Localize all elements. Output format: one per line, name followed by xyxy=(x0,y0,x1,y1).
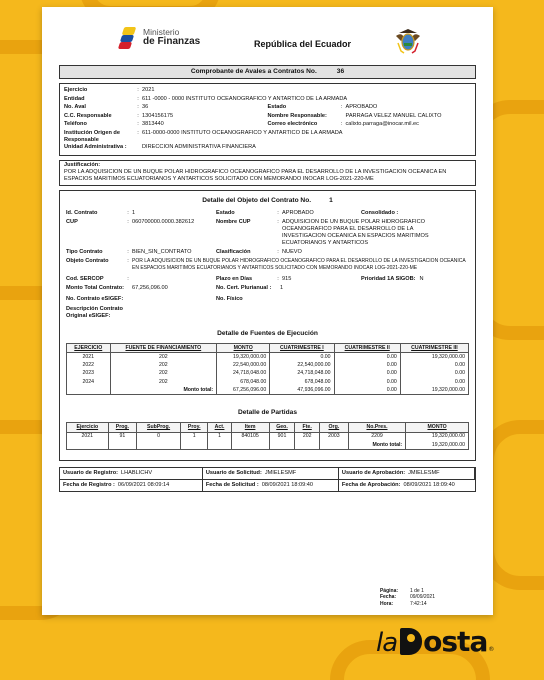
usuario-solicitud-value: JMIELESMF xyxy=(264,469,297,476)
field-label: Página: xyxy=(379,587,399,594)
field-label: Objeto Contrato xyxy=(66,258,109,265)
column-header: CUATRIMESTRE I xyxy=(270,343,334,353)
table-cell: 901 xyxy=(269,432,295,441)
cup-value: 060700000.0000.382612 xyxy=(132,219,195,226)
table-row xyxy=(67,378,469,386)
field-label: Tipo Contrato xyxy=(66,249,103,256)
fecha-value: 09/09/2021 xyxy=(409,594,435,600)
detalle-contrato-section: Detalle del Objeto del Contrato No. 1 Id. Contrato : 1 Estado : APROBADO Consolidado : CUP : 060700000.0000.382612 Nombre CUP : ADQUISICION DE UN BUQUE POLAR HIDROGRAFICO OCEANOGRAFICO PARA EL DESARROLLO DE LA INVESTIGACION OCEANICA EN ESPACIOS MARITIMOS ECUATORIANOS Y ANTARTICOS Tipo Contrato : BIEN_SIN_CONTRATO Clasificación : NUEVO Objeto Contrato : POR LA ADQUISICION DE UN BUQUE POLAR HIDROGRAFICO OCEANOGRAFICO PARA EL DESARROLLO DE LA INVESTIGACION OCEANICA EN ESPACIOS MARITIMOS ECUATORIANOS Y ANTARTICOS SOLICITADO CON MEMORANDO INOCAR LOG-2021-220-ME Cod. SERCOP : Plazo en Días : 915 Prioridad 1A SIGOB: N Monto Total Contrato: 67,256,096.00 No. Cert. Plurianual : 1 No. Contrato eSIGEF: No. Físico Descripción Contrato Original eSIGEF: Detalle de Fuentes de Ejecución EJERCICIO FUENTE DE FINANCIAMIENTO MONTO CUATRIMESTRE I CUATRIMESTRE II CUATRIMESTRE III 2021 202 19,320,000.00 0.00 0.00 19,320,000.00 2022 202 22,540,000.00 22,540,000.00 0.00 0.00 2023 202 24,718,048.00 24,718,048.00 0.00 0.00 2024 202 678,048.00 678,048.00 0.00 0.00 Monto total: 67,256,096.00 47,936,096.00 0.00 19,320,000.00 Detalle de Partidas Ejercicio Prog. SubProg. Proy. Act. Item Geo. Fte. Org. No.Pres. MONTO 2021 91 0 1 1 840105 901 202 2003 2209 19,320,000.00 Monto total: 19,320,000.00 xyxy=(59,190,476,461)
table-cell: 2021 xyxy=(67,432,109,441)
partidas-title: Detalle de Partidas xyxy=(237,408,297,416)
field-label: Teléfono xyxy=(64,121,87,128)
brand-registered: ® xyxy=(488,646,495,653)
total-cell: 19,320,000.00 xyxy=(400,386,468,395)
ministry-logo-icon xyxy=(117,27,139,49)
total-cell: 19,320,000.00 xyxy=(406,441,469,450)
column-header: MONTO xyxy=(217,343,270,353)
table-cell: 0.00 xyxy=(400,362,468,370)
detalle-title: Detalle del Objeto del Contrato No. 1 xyxy=(202,197,333,205)
field-label: Fecha de Solicitud : xyxy=(205,481,259,488)
table-row xyxy=(67,353,469,362)
table-cell: 19,320,000.00 xyxy=(400,353,468,362)
field-label: No. Cert. Plurianual : xyxy=(216,284,272,291)
total-row xyxy=(67,386,469,395)
laposta-logo xyxy=(376,624,494,658)
comprobante-number: 36 xyxy=(336,68,345,75)
field-label: Correo electrónico xyxy=(267,121,318,128)
table-cell: 678,048.00 xyxy=(217,378,270,386)
comprobante-title: Comprobante de Avales a Contratos No. xyxy=(190,68,317,75)
fecha-solicitud-value: 08/09/2021 18:09:40 xyxy=(261,481,314,488)
prioridad-value: N xyxy=(419,275,424,282)
field-label: No. Físico xyxy=(216,295,243,302)
field-label: Descripción Contrato Original eSIGEF: xyxy=(66,305,123,319)
field-label: Unidad Administrativa : xyxy=(64,143,127,150)
table-cell: 0.00 xyxy=(334,378,400,386)
correo-value: calixto.parraga@inocar.mil.ec xyxy=(345,121,419,128)
table-cell: 0.00 xyxy=(334,362,400,370)
table-cell: 840105 xyxy=(231,432,269,441)
clasificacion-value: NUEVO xyxy=(282,249,302,256)
field-label: No. Aval xyxy=(64,104,86,111)
detalle-estado-value: APROBADO xyxy=(282,210,314,217)
usuario-aprobacion-value: JMIELESMF xyxy=(408,469,440,476)
page-footer xyxy=(380,588,435,608)
justificacion-label: Justificación: xyxy=(64,162,101,169)
table-row xyxy=(67,432,469,441)
telefono-value: 3813440 xyxy=(142,121,164,128)
column-header: Act. xyxy=(208,423,231,433)
column-header: Fte. xyxy=(295,423,319,433)
field-label: Fecha de Aprobación: xyxy=(341,481,401,488)
field-label: Monto Total Contrato: xyxy=(66,284,124,291)
column-header: CUATRIMESTRE II xyxy=(334,343,400,353)
objeto-contrato-value: POR LA ADQUISICION DE UN BUQUE POLAR HIDROGRAFICO OCEANOGRAFICO PARA EL DESARROLLO DE LA INVESTIGACION OCEANICA EN ESPACIOS MARITIMOS ECUATORIANOS Y ANTARTICOS SOLICITADO CON MEMORANDO INOCAR LOG-2021-220-ME xyxy=(132,258,466,271)
field-label: Estado xyxy=(267,104,287,111)
column-header: Org. xyxy=(319,423,348,433)
fecha-aprobacion-value: 08/09/2021 18:09:40 xyxy=(403,481,455,488)
column-header: EJERCICIO xyxy=(67,343,111,353)
table-cell: 2024 xyxy=(67,378,111,386)
document-header xyxy=(59,15,476,61)
column-header: Geo. xyxy=(269,423,295,433)
ministry-line1: Ministerio xyxy=(143,27,180,38)
column-header: Ejercicio xyxy=(67,423,109,433)
tipo-contrato-value: BIEN_SIN_CONTRATO xyxy=(132,249,192,256)
table-cell: 1 xyxy=(208,432,231,441)
id-contrato-value: 1 xyxy=(132,210,136,217)
column-header: No.Pres. xyxy=(348,423,405,433)
plazo-value: 915 xyxy=(282,275,292,282)
justificacion-section xyxy=(59,160,476,186)
table-cell: 24,718,048.00 xyxy=(217,370,270,378)
column-header: CUATRIMESTRE III xyxy=(400,343,468,353)
unidad-value: DIRECCION ADMINISTRATIVA FINANCIERA xyxy=(142,143,256,150)
field-label: Usuario de Aprobación: xyxy=(341,469,406,476)
total-cell: 67,256,096.00 xyxy=(217,386,270,395)
field-label: Nombre CUP xyxy=(216,219,251,226)
column-header: Prog. xyxy=(108,423,137,433)
table-cell: 2023 xyxy=(67,370,111,378)
field-label: CUP xyxy=(66,219,78,226)
column-header: MONTO xyxy=(406,423,469,433)
table-cell: 2022 xyxy=(67,362,111,370)
table-cell: 0.00 xyxy=(270,353,334,362)
estado-value: APROBADO xyxy=(345,104,378,111)
field-label: Hora: xyxy=(379,600,394,607)
field-label: Cod. SERCOP xyxy=(66,275,104,282)
cc-value: 1304156175 xyxy=(142,112,174,119)
table-cell: 202 xyxy=(110,370,217,378)
table-cell: 202 xyxy=(110,378,217,386)
table-cell: 22,540,000.00 xyxy=(217,362,270,370)
ministry-logo xyxy=(117,27,200,49)
brand-p-icon xyxy=(400,628,422,655)
brand-osta: osta xyxy=(423,625,488,658)
entidad-value: 611 -0000 - 0000 INSTITUTO OCEANOGRAFICO Y ANTARTICO DE LA ARMADA xyxy=(142,95,348,102)
table-cell: 202 xyxy=(110,362,217,370)
ejercicio-value: 2021 xyxy=(142,87,155,94)
field-label: Clasificación xyxy=(216,249,251,256)
origen-value: 611-0000-0000 INSTITUTO OCEANOGRAFICO Y ANTARTICO DE LA ARMADA xyxy=(142,129,343,136)
brand-la: la xyxy=(376,628,398,658)
field-label: Plazo en Días xyxy=(216,275,253,282)
nombre-responsable-value: PARRAGA VELEZ MANUEL CALIXTO xyxy=(345,112,442,119)
coat-of-arms-icon xyxy=(395,27,421,55)
field-label: Usuario de Registro: xyxy=(63,469,119,476)
table-cell: 2021 xyxy=(67,353,111,362)
field-label: Fecha de Registro : xyxy=(63,481,115,488)
monto-total-value: 67,256,096.00 xyxy=(132,284,168,291)
table-cell: 24,718,048.00 xyxy=(270,370,334,378)
total-label: Monto total: xyxy=(110,386,217,395)
table-cell: 2209 xyxy=(348,432,405,441)
column-header: Proy. xyxy=(180,423,207,433)
pagina-value: 1 de 1 xyxy=(409,587,424,594)
table-cell: 678,048.00 xyxy=(270,378,334,386)
general-info-section: Ejercicio : 2021 Entidad : 611 -0000 - 0000 INSTITUTO OCEANOGRAFICO Y ANTARTICO DE LA ARMADA No. Aval : 36 Estado : APROBADO C.C. Responsable : 1304156175 Nombre Responsable: PARRAGA VELEZ MANUEL CALIXTO Teléfono : 3813440 Correo electrónico : calixto.parraga@inocar.mil.ec Institución Origen de Responsable : 611-0000-0000 INSTITUTO OCEANOGRAFICO Y ANTARTICO DE LA ARMADA Unidad Administrativa : DIRECCION ADMINISTRATIVA FINANCIERA xyxy=(59,83,476,156)
field-label: Usuario de Solicitud: xyxy=(205,469,262,476)
table-cell: 0 xyxy=(137,432,181,441)
table-cell: 202 xyxy=(295,432,319,441)
table-cell: 91 xyxy=(108,432,137,441)
detalle-number: 1 xyxy=(329,197,333,205)
field-label: Institución Origen de Responsable xyxy=(64,129,120,143)
table-row xyxy=(67,362,469,370)
nombre-cup-value: ADQUISICION DE UN BUQUE POLAR HIDROGRAFICO OCEANOGRAFICO PARA EL DESARROLLO DE LA INVESTIGACION OCEANICA EN ESPACIOS MARITIMOS ECUATORIANOS Y ANTARTICOS xyxy=(282,219,429,247)
field-label: Entidad xyxy=(64,95,85,102)
field-label: Id. Contrato xyxy=(66,210,98,217)
document-page xyxy=(42,7,493,615)
table-cell: 2003 xyxy=(319,432,348,441)
field-label: Nombre Responsable: xyxy=(267,112,327,119)
field-label: No. Contrato eSIGEF: xyxy=(66,295,124,302)
table-cell: 0.00 xyxy=(334,370,400,378)
table-cell: 1 xyxy=(180,432,207,441)
republic-title: República del Ecuador xyxy=(254,39,352,49)
table-cell: 19,320,000.00 xyxy=(406,432,469,441)
total-cell: 0.00 xyxy=(334,386,400,395)
total-row xyxy=(67,441,469,450)
table-cell: 0.00 xyxy=(400,370,468,378)
table-cell: 0.00 xyxy=(334,353,400,362)
table-cell: 0.00 xyxy=(400,378,468,386)
fuentes-table xyxy=(66,343,469,395)
no-aval-value: 36 xyxy=(142,104,149,111)
fecha-registro-value: 06/09/2021 08:09:14 xyxy=(117,481,170,488)
field-label: C.C. Responsable xyxy=(64,112,112,119)
fuentes-title: Detalle de Fuentes de Ejecución xyxy=(217,329,318,337)
users-section xyxy=(59,467,476,492)
column-header: FUENTE DE FINANCIAMIENTO xyxy=(110,343,217,353)
field-label: Fecha: xyxy=(379,594,397,600)
column-header: Item xyxy=(231,423,269,433)
field-label: Estado xyxy=(216,210,235,217)
table-row xyxy=(67,370,469,378)
comprobante-banner xyxy=(59,65,476,79)
ministry-line2: de Finanzas xyxy=(143,36,201,48)
hora-value: 7:42:14 xyxy=(409,600,427,607)
partidas-table xyxy=(66,422,469,450)
justificacion-text: POR LA ADQUISICION DE UN BUQUE POLAR HIDROGRAFICO OCEANOGRAFICO PARA EL DESARROLLO DE LA INVESTIGACION OCEANICA EN ESPACIOS MARITIMOS ECUATORIANOS Y ANTARTICOS SOLICITADO CON MEMORANDO INOCAR LOG-2021-220-ME xyxy=(64,169,447,183)
table-cell: 19,320,000.00 xyxy=(217,353,270,362)
field-label: Prioridad 1A SIGOB: xyxy=(361,275,416,282)
table-cell: 202 xyxy=(110,353,217,362)
field-label: Consolidado : xyxy=(361,210,399,217)
field-label: Ejercicio xyxy=(64,87,88,94)
usuario-registro-value: LHABLICHV xyxy=(121,469,153,476)
total-label: Monto total: xyxy=(348,441,405,450)
column-header: SubProg. xyxy=(137,423,181,433)
cert-plurianual-value: 1 xyxy=(280,284,284,291)
total-cell: 47,936,096.00 xyxy=(270,386,334,395)
table-cell: 22,540,000.00 xyxy=(270,362,334,370)
